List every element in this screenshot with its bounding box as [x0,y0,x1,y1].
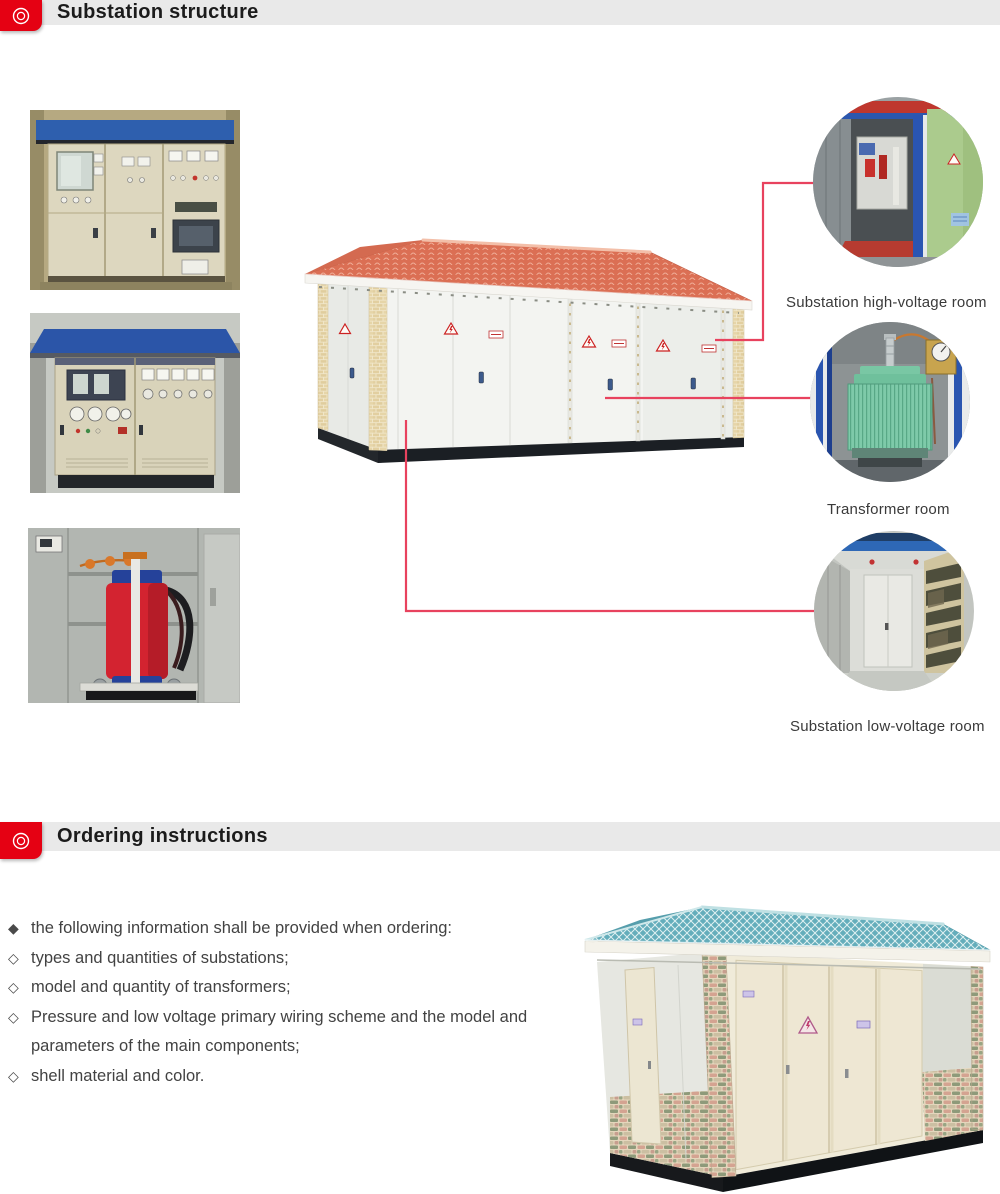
ordering-instructions-list [8,914,586,1091]
high-voltage-switchgear-photo [30,110,240,290]
diamond-bullet-icon: ◇ [8,1008,19,1025]
list-item [8,914,586,944]
diamond-bullet-icon: ◆ [8,920,19,936]
callout-label-transformer: Transformer room [827,501,950,518]
list-item-text: types and quantities of substations; [31,948,289,967]
section-title: Substation structure [57,1,259,23]
callout-label-high-voltage: Substation high-voltage room [786,294,987,311]
list-item-text: Pressure and low voltage primary wiring scheme and the model and parameters of the main components; [31,1007,528,1055]
low-voltage-panel-photo [30,313,240,493]
list-item-text: shell material and color. [31,1066,205,1085]
box-substation-red-roof-illustration [303,230,753,470]
list-item [8,944,586,974]
list-item-text: model and quantity of transformers; [31,978,291,996]
section-title: Ordering instructions [57,825,268,847]
list-item-text: the following information shall be provided when ordering: [31,919,452,937]
high-voltage-room-photo [813,97,983,267]
list-item [8,1003,586,1062]
dry-type-transformer-photo [28,528,240,703]
diamond-bullet-icon: ◇ [8,1067,19,1084]
low-voltage-room-photo [814,531,974,691]
diamond-bullet-icon: ◇ [8,949,19,966]
box-substation-blue-roof-illustration [583,893,1000,1194]
transformer-room-photo [810,322,970,482]
target-icon [0,0,42,31]
diamond-bullet-icon: ◇ [8,979,19,995]
list-item [8,973,586,1003]
target-icon [0,822,42,859]
list-item [8,1062,586,1092]
callout-label-low-voltage: Substation low-voltage room [790,718,985,735]
